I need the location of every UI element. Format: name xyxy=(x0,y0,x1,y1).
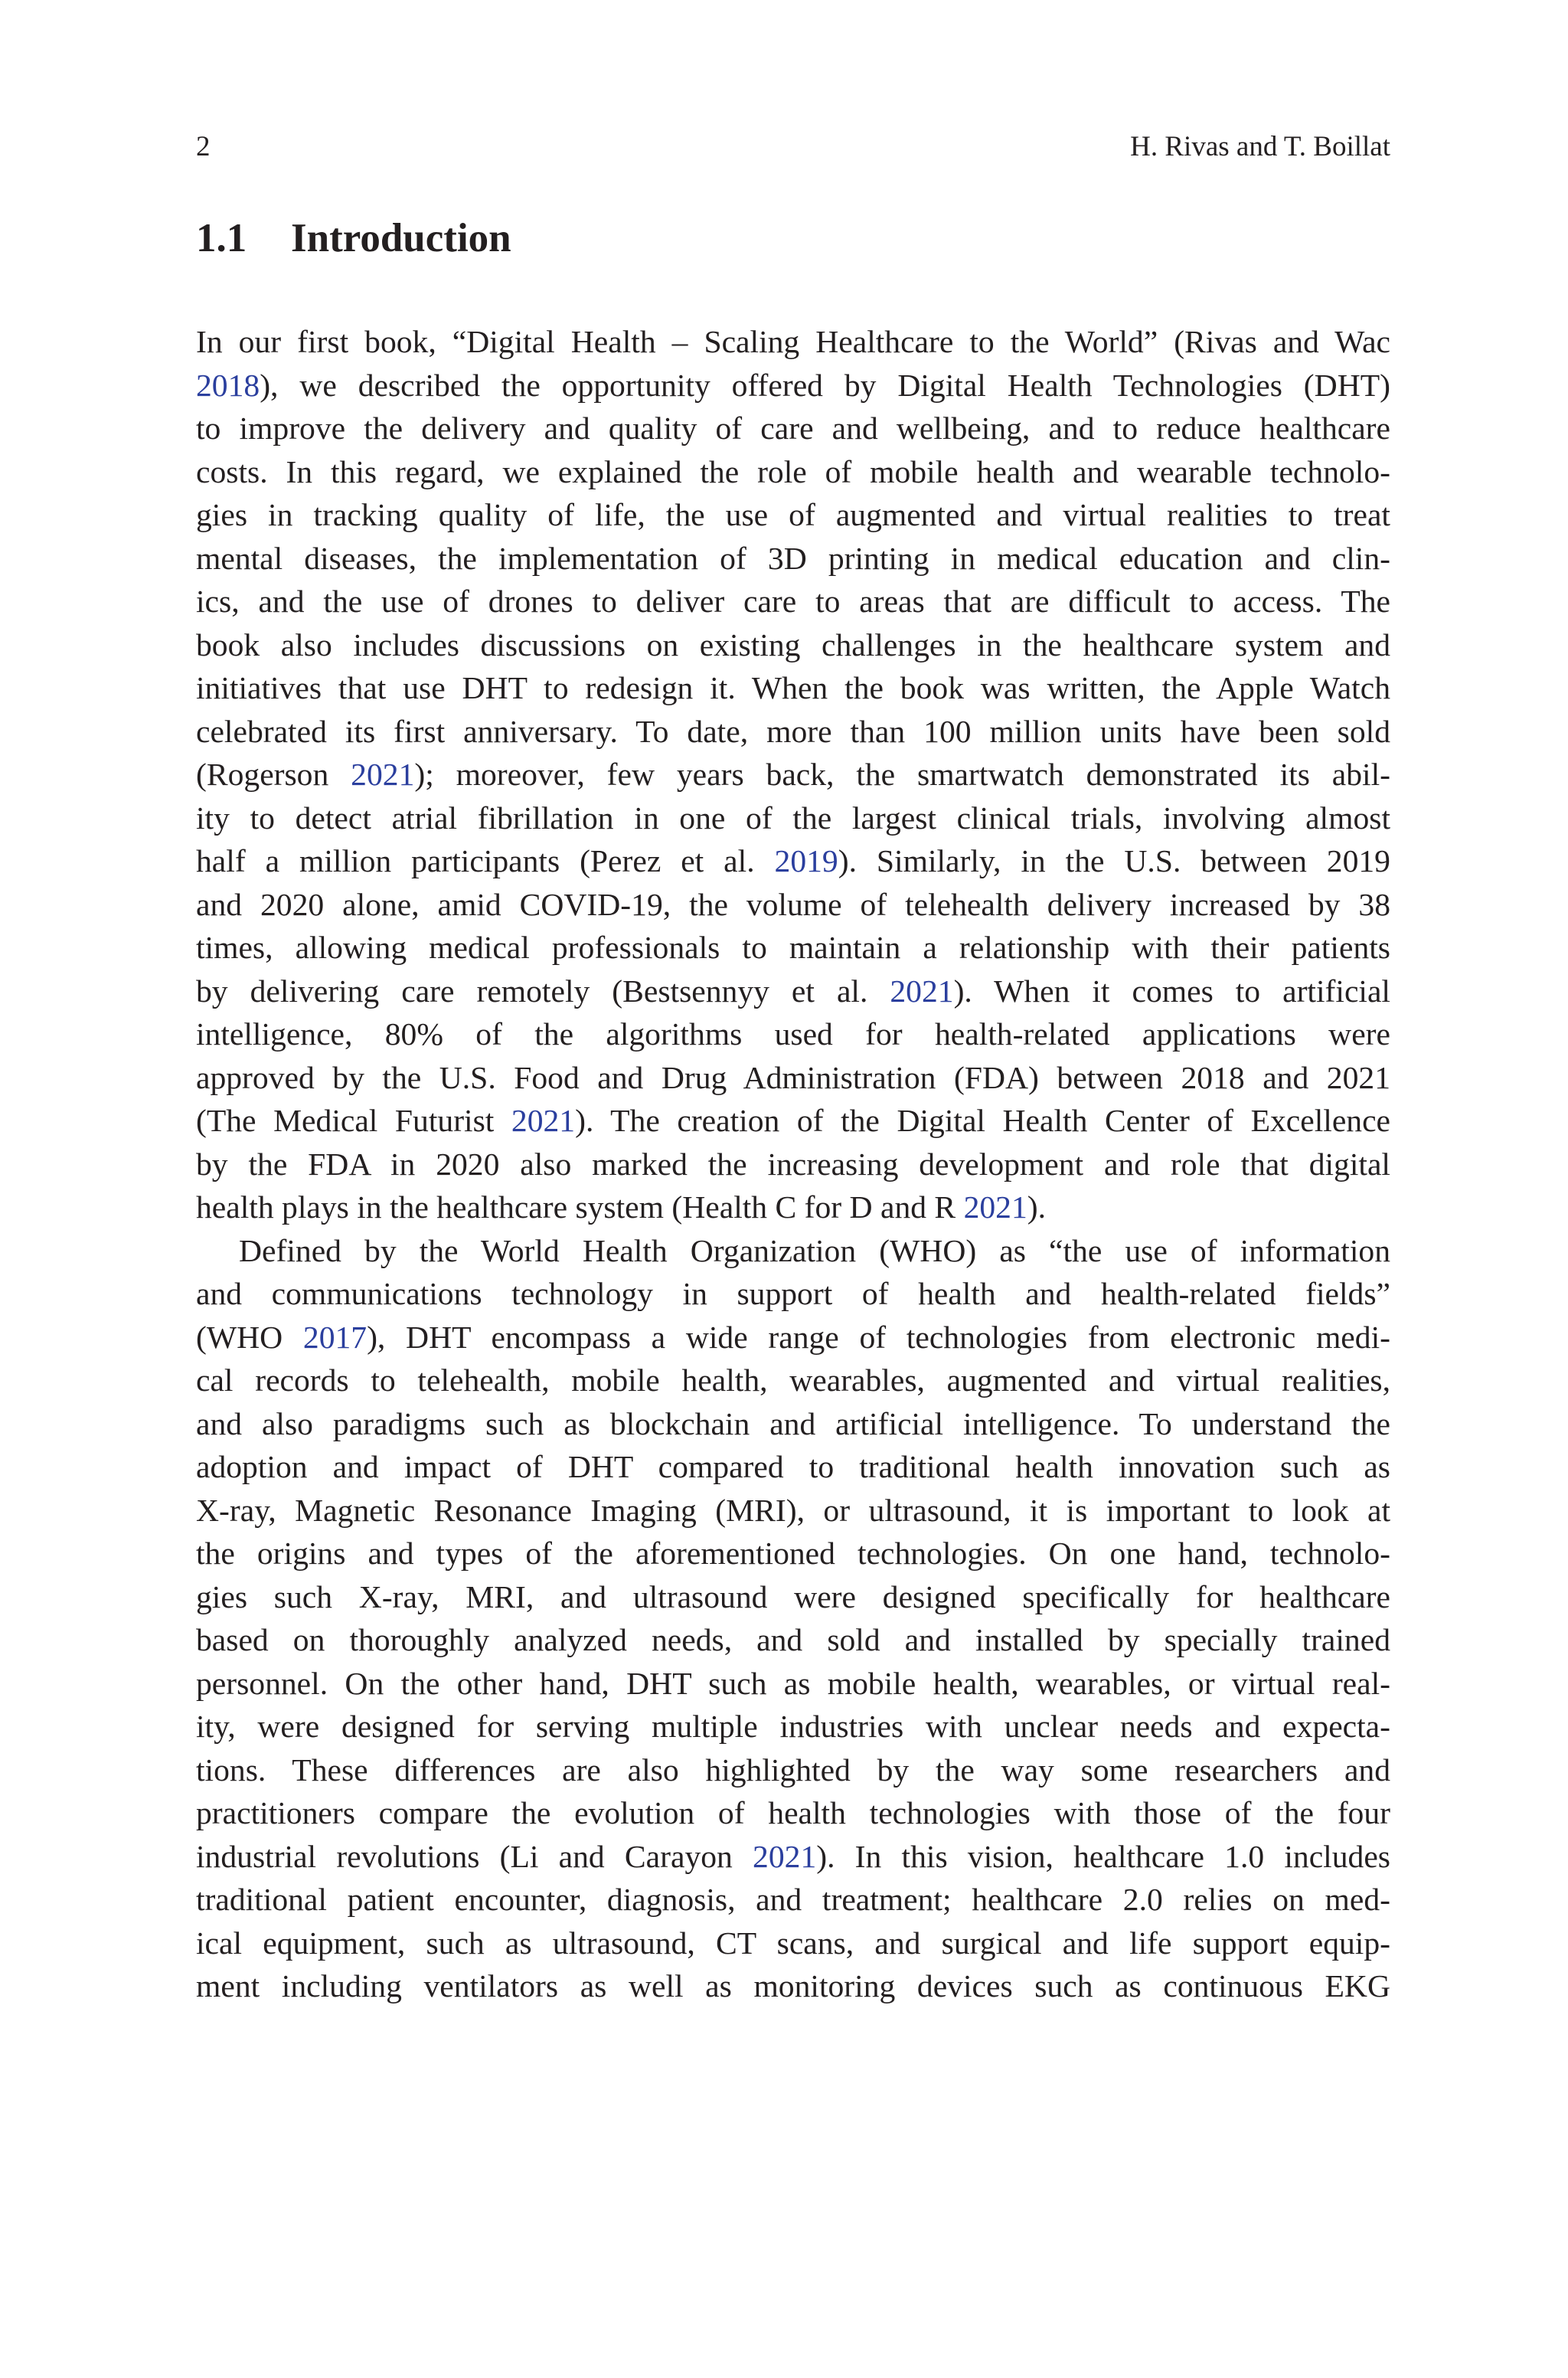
text-line: based on thoroughly analyzed needs, and sold and installed by specially trained xyxy=(196,1622,1390,1657)
text-line: and 2020 alone, amid COVID-19, the volume of telehealth delivery increased by 38 xyxy=(196,886,1390,922)
text-line: (Rogerson 2021); moreover, few years back, the smartwatch demonstrated its abil- xyxy=(196,757,1390,792)
text-line: traditional patient encounter, diagnosis, and treatment; healthcare 2.0 relies on med- xyxy=(196,1882,1390,1917)
paragraph xyxy=(196,1229,1390,2008)
text-line: health plays in the healthcare system (Health C for D and R 2021). xyxy=(196,1189,1047,1225)
text-line: gies in tracking quality of life, the use of augmented and virtual realities to treat xyxy=(196,497,1390,532)
text-line: celebrated its first anniversary. To date, more than 100 million units have been sold xyxy=(196,713,1390,749)
text-line: adoption and impact of DHT compared to traditional health innovation such as xyxy=(196,1449,1390,1484)
text-line: X-ray, Magnetic Resonance Imaging (MRI), or ultrasound, it is important to look at xyxy=(196,1492,1390,1528)
text-line: cal records to telehealth, mobile health, wearables, augmented and virtual realities, xyxy=(196,1362,1390,1398)
text-line: initiatives that use DHT to redesign it. When the book was written, the Apple Watch xyxy=(196,670,1390,705)
text-line: Defined by the World Health Organization (WHO) as “the use of information xyxy=(239,1232,1390,1268)
text-line: and communications technology in support of health and health-related fields” xyxy=(196,1276,1390,1311)
citation-link[interactable]: 2021 xyxy=(511,1103,576,1138)
text-line: tions. These differences are also highlighted by the way some researchers and xyxy=(196,1752,1390,1788)
text-line: and also paradigms such as blockchain and artificial intelligence. To understand the xyxy=(196,1405,1390,1441)
text-line: gies such X-ray, MRI, and ultrasound were designed specifically for healthcare xyxy=(196,1578,1390,1614)
citation-link[interactable]: 2021 xyxy=(753,1838,817,1874)
text-line: practitioners compare the evolution of health technologies with those of the four xyxy=(196,1795,1390,1830)
citation-link[interactable]: 2019 xyxy=(774,843,838,878)
citation-link[interactable]: 2021 xyxy=(890,973,954,1009)
text-line: ical equipment, such as ultrasound, CT scans, and surgical and life support equip- xyxy=(196,1925,1390,1961)
text-line: half a million participants (Perez et al. 2019). Similarly, in the U.S. between 2019 xyxy=(196,843,1390,878)
text-line: times, allowing medical professionals to maintain a relationship with their patients xyxy=(196,930,1390,965)
section-title: Introduction xyxy=(291,216,511,260)
text-line: by delivering care remotely (Bestsennyy et al. 2021). When it comes to artificial xyxy=(196,973,1390,1009)
text-line: industrial revolutions (Li and Carayon 2021). In this vision, healthcare 1.0 includes xyxy=(196,1838,1390,1874)
text-line: (The Medical Futurist 2021). The creation of the Digital Health Center of Excellence xyxy=(196,1103,1391,1138)
citation-link[interactable]: 2017 xyxy=(302,1319,368,1355)
section-number: 1.1 xyxy=(196,216,247,260)
text-line: book also includes discussions on existing challenges in the healthcare system and xyxy=(196,626,1390,662)
text-line: personnel. On the other hand, DHT such as mobile health, wearables, or virtual real- xyxy=(196,1665,1390,1701)
text-line: the origins and types of the aforementioned technologies. On one hand, technolo- xyxy=(196,1536,1390,1571)
citation-link[interactable]: 2018 xyxy=(196,367,260,403)
text-line: by the FDA in 2020 also marked the increasing development and role that digital xyxy=(196,1146,1390,1182)
text-line: mental diseases, the implementation of 3D printing in medical education and clin- xyxy=(196,540,1390,576)
text-line: ity, were designed for serving multiple industries with unclear needs and expecta- xyxy=(196,1709,1390,1744)
section-heading xyxy=(196,211,1390,265)
text-line: ics, and the use of drones to deliver care to areas that are difficult to access. The xyxy=(196,584,1390,619)
text-line: ment including ventilators as well as monitoring devices such as continuous EKG xyxy=(196,1968,1390,2003)
paragraph xyxy=(196,320,1390,1229)
text-line: (WHO 2017), DHT encompass a wide range of technologies from electronic medi- xyxy=(196,1319,1390,1355)
text-line: ity to detect atrial fibrillation in one of the largest clinical trials, involving almost xyxy=(196,800,1390,836)
body-text xyxy=(196,320,1390,2008)
text-line: In our first book, “Digital Health – Scaling Healthcare to the World” (Rivas and Wac xyxy=(196,324,1390,359)
text-line: 2018), we described the opportunity offered by Digital Health Technologies (DHT) xyxy=(196,367,1390,403)
running-head-authors: H. Rivas and T. Boillat xyxy=(1130,131,1390,162)
citation-link[interactable]: 2021 xyxy=(351,757,415,792)
text-line: costs. In this regard, we explained the role of mobile health and wearable technolo- xyxy=(196,453,1390,489)
text-line: to improve the delivery and quality of care and wellbeing, and to reduce healthcare xyxy=(196,411,1390,446)
text-line: approved by the U.S. Food and Drug Administration (FDA) between 2018 and 2021 xyxy=(196,1059,1390,1095)
citation-link[interactable]: 2021 xyxy=(963,1189,1027,1225)
page-number: 2 xyxy=(196,131,211,162)
running-head xyxy=(196,129,1390,165)
text-line: intelligence, 80% of the algorithms used for health-related applications were xyxy=(196,1016,1390,1052)
